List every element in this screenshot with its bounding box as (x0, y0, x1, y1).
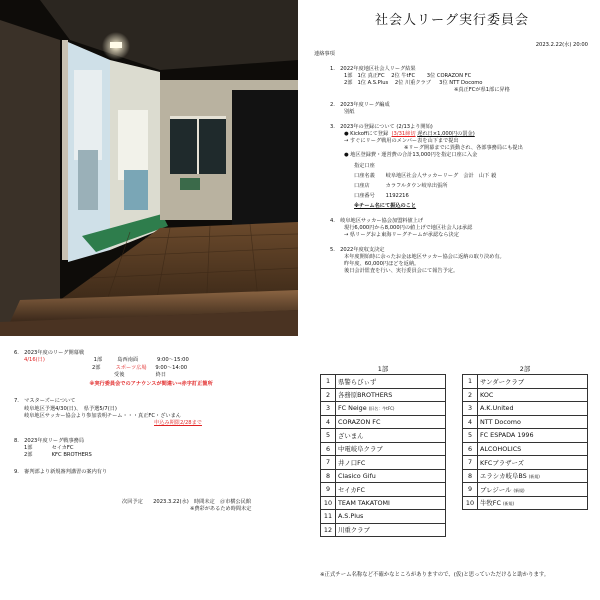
team-number: 5 (463, 429, 478, 443)
team-cell (478, 388, 588, 402)
item-title: 1. 2022年度地区社会人リーグ結果 (330, 65, 416, 72)
team-cell (478, 415, 588, 429)
team-cell (336, 415, 446, 429)
item-6-opening-match (14, 350, 288, 388)
team-name: TEAM TAKATOMI (338, 498, 390, 507)
table-row (321, 415, 446, 429)
item-title: 6. 2023年度のリーグ開幕戦 (14, 350, 85, 356)
team-name: A.K.United (480, 404, 514, 413)
team-number: 8 (321, 469, 336, 483)
item-title: 8. 2023年度リーグ戦事務局 (14, 437, 85, 444)
team-name: 牛牧FC (480, 499, 501, 508)
team-cell (336, 496, 446, 510)
team-cell (478, 402, 588, 416)
promotion-note: ※真正FCが県1部に昇格 (454, 86, 510, 93)
table-row (463, 469, 588, 483)
item-4-fee-increase: 4. 岐阜地区サッカー協会加盟料値上げ 現行6,000円から8,000円の値上げで地区社会人は承認 → 県リーグおよ東海リーグチームが承認なら決定 (314, 218, 590, 239)
minutes-title: 社会人リーグ実行委員会 (374, 13, 529, 28)
item-9-referee (14, 469, 288, 476)
team-name: セイカFC (338, 485, 365, 494)
team-name: ブレジール (480, 485, 512, 494)
table-row (321, 456, 446, 470)
team-cell (336, 388, 446, 402)
transfer-note: ※チーム名にて振込のこと (354, 202, 417, 209)
result-row-div2: 2部 1位 A.S.Plus 2位 川重クラブ 3位 NTT Docomo (344, 79, 483, 86)
team-cell (478, 469, 588, 483)
team-number: 6 (321, 442, 336, 456)
team-name: ざいまん (338, 431, 364, 440)
table-row (463, 388, 588, 402)
team-number: 4 (321, 415, 336, 429)
team-number: 9 (321, 483, 336, 497)
team-cell (478, 442, 588, 456)
team-name: FC ESPADA 1996 (480, 431, 534, 440)
division-2-header: 2部 (519, 365, 531, 373)
team-name: 川重クラブ (338, 526, 370, 535)
minutes-datetime: 2023.2.22(水) 20:00 (535, 41, 588, 48)
team-cell (478, 456, 588, 470)
minutes-heading: 連絡事項 (314, 50, 335, 57)
team-cell (478, 483, 588, 497)
table-row (321, 442, 446, 456)
result-row-div1: 1部 1位 真正FC 2位 牛tFC 3位 CORAZON FC (344, 72, 472, 79)
division-1-list (320, 365, 446, 537)
table-row (321, 388, 446, 402)
team-name: FC Neige (338, 404, 367, 413)
team-cell (336, 429, 446, 443)
account-row: 口座番号 1192216 (354, 192, 409, 199)
opening-row-div2: 2部 スポーツ広場 9:00〜14:00 (92, 364, 188, 371)
team-name: 各務原BROTHERS (338, 391, 393, 400)
team-cell (478, 496, 588, 510)
team-name: KOC (480, 390, 494, 399)
opening-row-reception: 受後 終日 (114, 371, 167, 378)
team-name: 井ノ口FC (338, 458, 366, 467)
item-1-league-results (314, 66, 590, 94)
team-number: 4 (463, 415, 478, 429)
team-number: 7 (463, 456, 478, 470)
next-meeting-note: ※費彩があるため時間未定 (190, 505, 252, 512)
entrance-photo-illustration (0, 0, 298, 336)
team-number: 1 (463, 375, 478, 389)
team-name: A.S.Plus (338, 512, 364, 521)
team-list-page (302, 340, 600, 600)
team-name: エラシカ岐阜BS (480, 472, 527, 481)
application-deadline: 申込み期限2/28まで (154, 420, 202, 427)
team-cell (336, 375, 446, 389)
team-number: 3 (463, 402, 478, 416)
table-row (463, 483, 588, 497)
account-row: 口座店 カラフルタウン岐阜出張所 (354, 182, 448, 189)
team-name: CORAZON FC (338, 417, 381, 426)
table-row (321, 496, 446, 510)
team-cell (336, 442, 446, 456)
team-number: 1 (321, 375, 336, 389)
table-row (463, 456, 588, 470)
team-name: ALCOHOLICS (480, 444, 522, 453)
kickoff-registration: ● Kickoffにて登録 (3/31締切 遅れ日×1,000円の罰金) (344, 130, 475, 137)
team-name-disclaimer: ※正式チーム名称など不確かなところがありますので、(仮)と思っていただけると助かります。 (320, 572, 550, 578)
team-name: 県警らびぃず (338, 377, 377, 386)
account-label: 指定口座 (354, 162, 375, 169)
team-name: NTT Docomo (480, 417, 521, 426)
team-name: Clasico Gifu (338, 471, 376, 480)
table-row (321, 429, 446, 443)
table-row (463, 375, 588, 389)
team-cell (478, 429, 588, 443)
item-title: 9. 審判部より新規審判講習の案内有り (14, 469, 108, 476)
account-row: 口座名義 岐阜地区社会人サッカーリーグ 会計 山下 毅 (354, 172, 497, 179)
team-number: 6 (463, 442, 478, 456)
team-name: KFCブラザーズ (480, 458, 524, 467)
team-name: 中電岐阜クラブ (338, 445, 383, 454)
opening-date: 4/16(日) (24, 357, 45, 364)
table-row (321, 402, 446, 416)
team-cell (336, 402, 446, 416)
table-row (321, 469, 446, 483)
opening-row-div1: 4/16(日) 1部 島西南面 9:00〜15:00 (24, 357, 189, 364)
table-row (463, 496, 588, 510)
item-title: 4. 岐阜地区サッカー協会加盟料値上げ (330, 217, 424, 224)
team-number: 12 (321, 523, 336, 537)
table-row (321, 483, 446, 497)
team-note: (新規) (502, 501, 515, 507)
table-row (463, 402, 588, 416)
team-number: 7 (321, 456, 336, 470)
team-number: 9 (463, 483, 478, 497)
team-number: 11 (321, 510, 336, 524)
team-number: 10 (321, 496, 336, 510)
item-5-balance: 5. 2022年度収支決定 本年度開始時に余ったお金は地区サッカー協会に返納の取り決め有。 昨年度、60,000円ほどを返納。 後日会計監査を行い、実行委員会にて報告予定。 (314, 247, 590, 275)
team-cell (478, 375, 588, 389)
item-title: 5. 2022年度収支決定 (330, 246, 385, 253)
team-cell (336, 523, 446, 537)
team-cell (336, 456, 446, 470)
table-row (321, 375, 446, 389)
next-meeting: 次回予定 2023.3.22(水) 時間未定 ＠市横公民館 (122, 498, 252, 505)
entrance-photo (0, 0, 298, 336)
correction-warning: ※実行委員会でのアナウンスが間違い⇒赤字訂正箇所 (89, 381, 213, 388)
item-body: 別紙 (344, 108, 355, 115)
table-row (463, 415, 588, 429)
table-row (463, 442, 588, 456)
team-number: 8 (463, 469, 478, 483)
item-8-secretariat: 8. 2023年度リーグ戦事務局 1部 セイカFC 2部 KFC BROTHERS (14, 438, 288, 460)
deadline-red: (3/31締切 (391, 130, 416, 137)
table-row (321, 510, 446, 524)
team-note: (新規) (528, 474, 540, 480)
team-number: 10 (463, 496, 478, 510)
minutes-page (302, 0, 600, 336)
item-2-league-structure (314, 102, 590, 116)
table-row (321, 523, 446, 537)
team-number: 2 (321, 388, 336, 402)
team-number: 5 (321, 429, 336, 443)
division-1-header: 1部 (377, 365, 389, 373)
table-row (463, 429, 588, 443)
division-1-table (320, 374, 446, 537)
team-number: 3 (321, 402, 336, 416)
item-7-masters: 7. マスターズーについて 岐阜地区予選4/30(日)、 県予選5/7(日) 岐阜地区サッカー協会より参加表明チーム・・・真正FC・ざいまん 申込み期限2/28まで (14, 398, 288, 427)
team-cell (336, 510, 446, 524)
minutes-page-2 (0, 340, 298, 600)
team-note: (新規) (513, 487, 525, 493)
item-title: 2. 2023年度リーグ編成 (330, 101, 390, 108)
team-name: サンダークラブ (480, 377, 525, 386)
item-3-registration: 3. 2023年の登録について (2/13より開始) ● Kickoffにて登録 (3/31締切 遅れ日×1,000円の罰金) → すぐにリーグ戦用のメンバー表を山下まで提出 ※リーグ開幕までに異動され、各部事務局にも提出 ● 地区登録費・運営費の合計13,000円を指定口座に入金 指定口座 口座名義 岐阜地区社会人サッカーリーグ 会計 山下 毅 口座店 カラフルタウン岐阜出張所 口座番号 1192216 ※チーム名にて振込のこと (314, 124, 590, 210)
item-title: 3. 2023年の登録について (2/13より開始) (330, 123, 433, 130)
item-title: 7. マスターズーについて (14, 398, 76, 405)
team-note: (旧名：牛tFC) (368, 406, 395, 412)
division-2-table (462, 374, 588, 510)
team-cell (336, 469, 446, 483)
team-number: 2 (463, 388, 478, 402)
team-cell (336, 483, 446, 497)
division-2-list (462, 365, 588, 510)
